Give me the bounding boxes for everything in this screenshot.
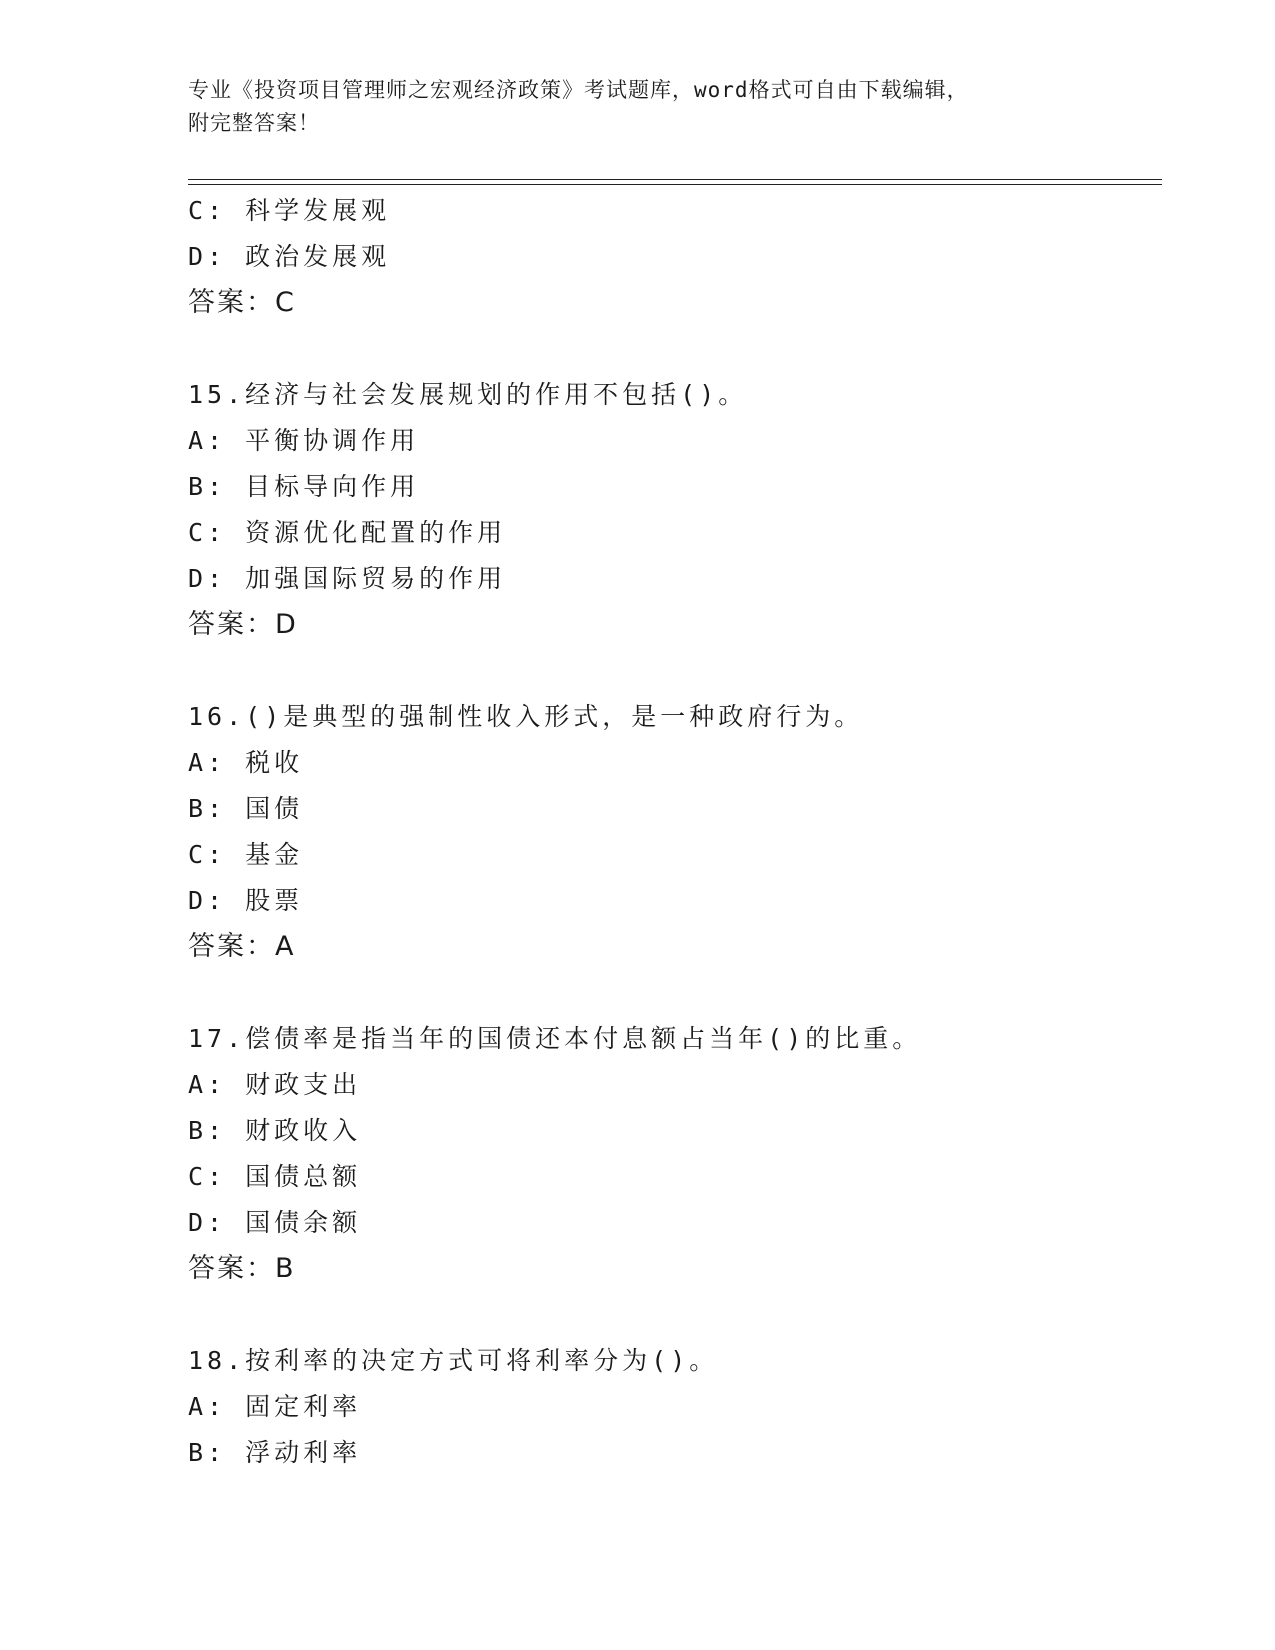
option-c: C: 科学发展观	[188, 196, 391, 225]
option-a: A: 财政支出	[188, 1070, 362, 1099]
question-stem: 15.经济与社会发展规划的作用不包括()。	[188, 380, 748, 409]
option-c: C: 国债总额	[188, 1162, 362, 1191]
answer-line: 答案：A	[188, 931, 296, 962]
question-18	[188, 1338, 1162, 1476]
answer-line: 答案：B	[188, 1253, 296, 1284]
option-b: B: 浮动利率	[188, 1438, 362, 1467]
question-15	[188, 372, 1162, 648]
option-d: D: 股票	[188, 886, 304, 915]
spacer	[188, 970, 1162, 1016]
question-14-tail	[188, 188, 1162, 326]
question-list	[188, 188, 1162, 1476]
option-a: A: 固定利率	[188, 1392, 362, 1421]
option-a: A: 平衡协调作用	[188, 426, 420, 455]
option-b: B: 财政收入	[188, 1116, 362, 1145]
option-d: D: 政治发展观	[188, 242, 391, 271]
option-c: C: 基金	[188, 840, 304, 869]
spacer	[188, 326, 1162, 372]
question-stem: 18.按利率的决定方式可将利率分为()。	[188, 1346, 719, 1375]
question-16	[188, 694, 1162, 970]
header-line-2: 附完整答案！	[188, 111, 320, 135]
question-stem: 17.偿债率是指当年的国债还本付息额占当年()的比重。	[188, 1024, 922, 1053]
document-header	[188, 74, 1088, 140]
header-divider-top	[188, 179, 1162, 180]
option-d: D: 加强国际贸易的作用	[188, 564, 507, 593]
option-b: B: 国债	[188, 794, 304, 823]
option-c: C: 资源优化配置的作用	[188, 518, 507, 547]
header-line-1: 专业《投资项目管理师之宏观经济政策》考试题库，word格式可自由下载编辑，	[188, 78, 969, 102]
header-divider-bottom	[188, 184, 1162, 185]
option-b: B: 目标导向作用	[188, 472, 420, 501]
option-d: D: 国债余额	[188, 1208, 362, 1237]
question-17	[188, 1016, 1162, 1292]
spacer	[188, 648, 1162, 694]
option-a: A: 税收	[188, 748, 304, 777]
question-stem: 16.()是典型的强制性收入形式，是一种政府行为。	[188, 702, 864, 731]
answer-line: 答案：C	[188, 287, 296, 318]
spacer	[188, 1292, 1162, 1338]
answer-line: 答案：D	[188, 609, 298, 640]
